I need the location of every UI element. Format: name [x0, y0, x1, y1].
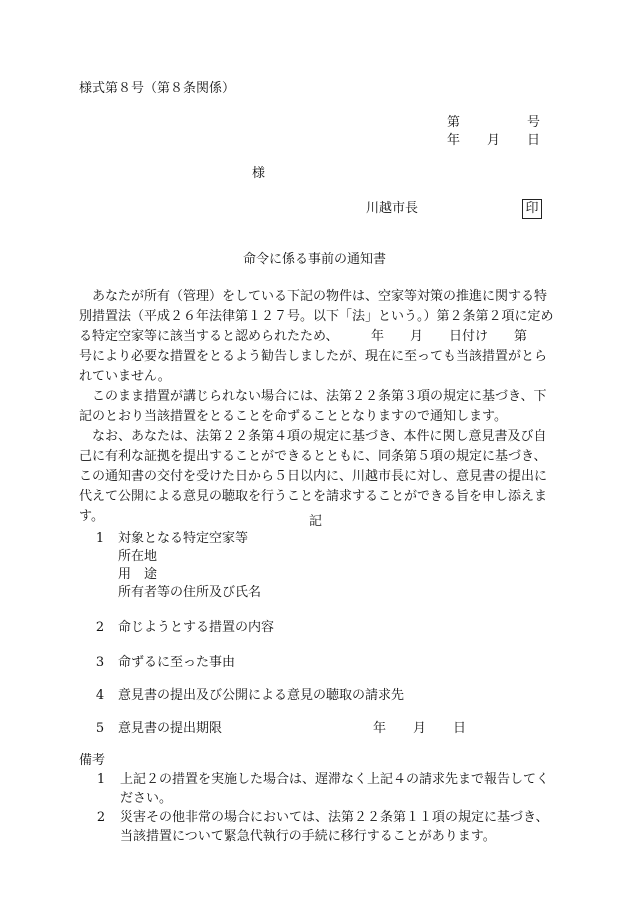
date-day: 日 [527, 133, 541, 148]
item-number: 1 [95, 531, 105, 546]
notes-heading: 備考 [79, 753, 106, 768]
form-number: 様式第８号（第８条関係） [79, 81, 236, 96]
item-number: 5 [95, 721, 105, 736]
body-paragraph-3: なお、あなたは、法第２２条第４項の規定に基づき、本件に関し意見書及び自己に有利な証拠を提出することができるとともに、同条第５項の規定に基づき、この通知書の交付を受けた日から５日以内に、川越市長に対し、意見書の提出に代えて公開による意見の聴取を行うことを請求することができる旨を申し添えます。 [79, 429, 548, 524]
doc-number-prefix: 第 [447, 115, 461, 130]
recipient-honorific: 様 [252, 166, 266, 181]
body-text [79, 287, 554, 527]
item-label: 命ずるに至った事由 [118, 655, 236, 670]
item-number: 4 [95, 688, 105, 703]
item-label: 意見書の提出期限 [118, 721, 223, 736]
note-text: 上記２の措置を実施した場合は、遅滞なく上記４の請求先まで報告してください。 [120, 772, 550, 806]
item-number: 3 [95, 655, 105, 670]
body-paragraph-1: あなたが所有（管理）をしている下記の物件は、空家等対策の推進に関する特別措置法（平成２６年法律第１２７号。以下「法」という。）第２条第２項に定める特定空家等に該当すると認められたため、 年 月 日付け 第 号により必要な措置をとるよう勧告しましたが、現在に至っても当該措置がとられていません。 [79, 289, 554, 384]
deadline-month: 月 [413, 721, 427, 736]
document-title: 命令に係る事前の通知書 [243, 252, 387, 267]
item-label: 命じようとする措置の内容 [118, 620, 275, 635]
sender-name: 川越市長 [366, 201, 419, 216]
item-number: 2 [95, 620, 105, 635]
item-sub-use: 用 途 [118, 567, 158, 582]
deadline-day: 日 [453, 721, 467, 736]
item-sub-owner: 所有者等の住所及び氏名 [118, 585, 262, 600]
ki-heading: 記 [309, 514, 323, 529]
note-number: 1 [96, 772, 106, 787]
notes-list [79, 770, 554, 846]
item-sub-location: 所在地 [118, 549, 158, 564]
deadline-year: 年 [373, 721, 387, 736]
date-year: 年 [447, 133, 461, 148]
note-item [79, 808, 554, 846]
item-label: 意見書の提出及び公開による意見の聴取の請求先 [118, 688, 405, 703]
item-label: 対象となる特定空家等 [118, 531, 249, 546]
note-item [79, 770, 554, 808]
note-number: 2 [96, 810, 106, 825]
date-month: 月 [487, 133, 501, 148]
body-paragraph-2: このまま措置が講じられない場合には、法第２２条第３項の規定に基づき、下記のとおり当該措置をとることを命ずることとなりますので通知します。 [79, 389, 547, 424]
note-text: 災害その他非常の場合においては、法第２２条第１１項の規定に基づき、当該措置について緊急代執行の手続に移行することがあります。 [120, 810, 549, 844]
seal-mark: 印 [522, 199, 542, 219]
doc-number-suffix: 号 [527, 115, 541, 130]
